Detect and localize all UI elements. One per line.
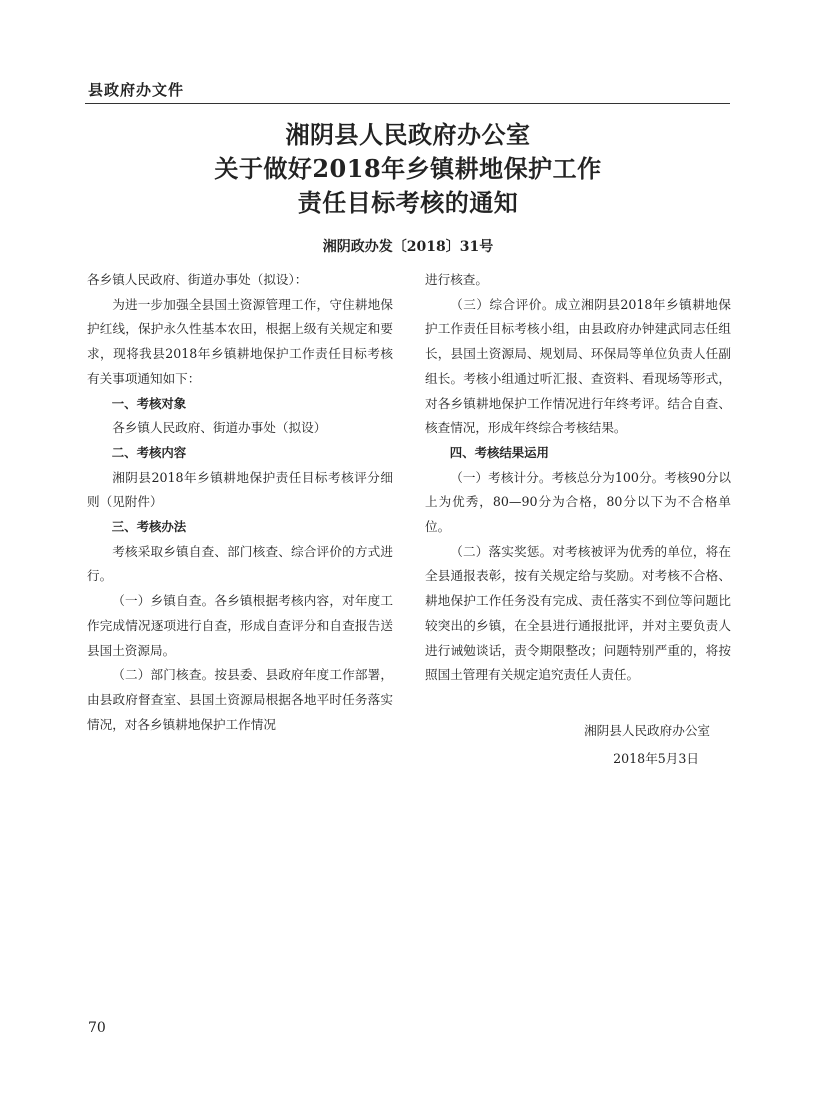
salutation: 各乡镇人民政府、街道办事处（拟设）：	[87, 272, 308, 287]
paragraph: （一）考核计分。考核总分为100分。考核90分以上为优秀，80—90分为合格，80分以下为不合格单位。	[425, 469, 731, 535]
header-rule	[85, 103, 730, 104]
paragraph: 各乡镇人民政府、街道办事处（拟设）	[112, 420, 327, 436]
section-heading: 一、考核对象	[111, 395, 187, 411]
paragraph: （一）乡镇自查。各乡镇根据考核内容，对年度工作完成情况逐项进行自查，形成自查评分和自查报告送县国土资源局。	[87, 593, 393, 658]
page-number: 70	[88, 1020, 106, 1036]
section-heading: 四、考核结果运用	[449, 444, 549, 460]
title-line: 关于做好2018年乡镇耕地保护工作	[214, 154, 602, 183]
sign-date: 2018年5月3日	[613, 751, 699, 766]
section-heading: 二、考核内容	[111, 444, 187, 460]
title-line: 责任目标考核的通知	[297, 188, 519, 217]
paragraph: 湘阴县2018年乡镇耕地保护责任目标考核评分细则（见附件）	[87, 469, 393, 510]
paragraph: （三）综合评价。成立湘阴县2018年乡镇耕地保护工作责任目标考核小组，由县政府办钟建武同志任组长，县国土资源局、规划局、环保局等单位负责人任副组长。考核小组通过听汇报、查资料、看现场等形式，对各乡镇耕地保护工作情况进行年终考评。结合自查、核查情况，形成年终综合考核结果。	[425, 296, 731, 436]
left-column	[87, 268, 393, 737]
document-title	[0, 118, 816, 220]
signer: 湘阴县人民政府办公室	[584, 723, 710, 738]
document-number: 湘阴政办发〔2018〕31号	[322, 239, 494, 255]
section-heading: 三、考核办法	[111, 519, 187, 535]
paragraph: （二）部门核查。按县委、县政府年度工作部署，由县政府督查室、县国土资源局根据各地平时任务落实情况，对各乡镇耕地保护工作情况	[87, 667, 393, 732]
paragraph: 考核采取乡镇自查、部门核查、综合评价的方式进行。	[87, 543, 393, 584]
paragraph: （二）落实奖惩。对考核被评为优秀的单位，将在全县通报表彰，按有关规定给与奖励。对考核不合格、耕地保护工作任务没有完成、责任落实不到位等问题比较突出的乡镇，在全县进行通报批评，并对主要负责人进行诫勉谈话，责令期限整改；问题特别严重的，将按照国土管理有关规定追究责任人责任。	[425, 543, 731, 683]
right-column	[425, 268, 731, 688]
title-line: 湘阴县人民政府办公室	[285, 120, 531, 149]
paragraph-continuation: 进行核查。	[425, 272, 488, 287]
header-category: 县政府办文件	[88, 81, 185, 99]
paragraph: 为进一步加强全县国土资源管理工作，守住耕地保护红线，保护永久性基本农田，根据上级有关规定和要求，现将我县2018年乡镇耕地保护工作责任目标考核有关事项通知如下：	[87, 296, 393, 386]
